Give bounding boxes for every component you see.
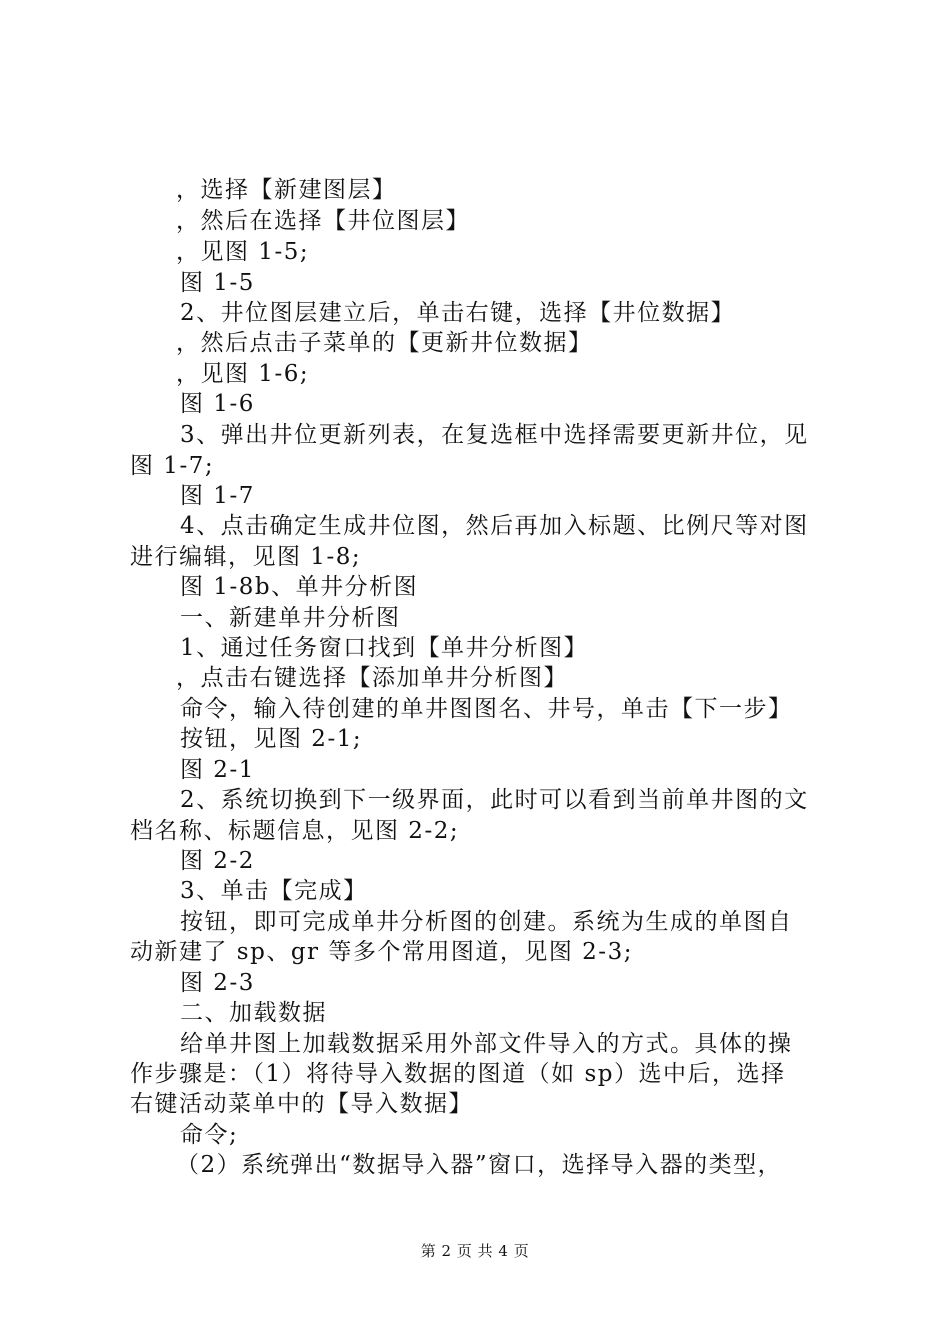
text-line: 图 2-3 — [180, 970, 255, 996]
text-line: 3、弹出井位更新列表，在复选框中选择需要更新井位，见 — [180, 422, 809, 448]
text-line: 4、点击确定生成井位图，然后再加入标题、比例尺等对图 — [180, 513, 809, 539]
text-line: 按钮，即可完成单井分析图的创建。系统为生成的单图自 — [180, 909, 793, 935]
text-line: ，然后点击子菜单的【更新井位数据】 — [176, 330, 593, 356]
text-line: 图 1-8b、单井分析图 — [180, 574, 419, 600]
text-line: 图 1-5 — [180, 270, 255, 296]
text-line: 命令; — [180, 1122, 239, 1148]
text-line: 图 1-7; — [130, 453, 215, 479]
text-line: 2、系统切换到下一级界面，此时可以看到当前单井图的文 — [180, 787, 809, 813]
text-line: 进行编辑，见图 1-8; — [130, 544, 362, 570]
text-line: 命令，输入待创建的单井图图名、井号，单击【下一步】 — [180, 696, 793, 722]
text-line: 图 1-6 — [180, 391, 255, 417]
text-line: 动新建了 sp、gr 等多个常用图道，见图 2-3; — [130, 939, 633, 965]
text-line: 图 1-7 — [180, 483, 255, 509]
page-footer: 第 2 页 共 4 页 — [420, 1242, 530, 1260]
text-line: （2）系统弹出“数据导入器”窗口，选择导入器的类型， — [176, 1152, 783, 1178]
text-line: 给单井图上加载数据采用外部文件导入的方式。具体的操 — [180, 1031, 793, 1057]
text-line: 作步骤是：（1）将待导入数据的图道（如 sp）选中后，选择 — [130, 1061, 786, 1087]
text-line: 档名称、标题信息，见图 2-2; — [130, 818, 460, 844]
text-line: 图 2-1 — [180, 757, 255, 783]
text-line: 二、加载数据 — [180, 1000, 327, 1026]
text-line: ，见图 1-5; — [176, 239, 310, 265]
text-line: ，见图 1-6; — [176, 361, 310, 387]
text-line: 图 2-2 — [180, 848, 255, 874]
text-line: 右键活动菜单中的【导入数据】 — [130, 1091, 473, 1117]
text-line: 3、单击【完成】 — [180, 878, 368, 904]
text-line: 2、井位图层建立后，单击右键，选择【井位数据】 — [180, 300, 736, 326]
text-line: ，选择【新建图层】 — [176, 177, 397, 203]
text-line: 按钮，见图 2-1; — [180, 726, 363, 752]
text-line: ，然后在选择【井位图层】 — [176, 208, 470, 234]
text-line: ，点击右键选择【添加单井分析图】 — [176, 665, 568, 691]
text-line: 一、新建单井分析图 — [180, 605, 401, 631]
text-line: 1、通过任务窗口找到【单井分析图】 — [180, 635, 589, 661]
